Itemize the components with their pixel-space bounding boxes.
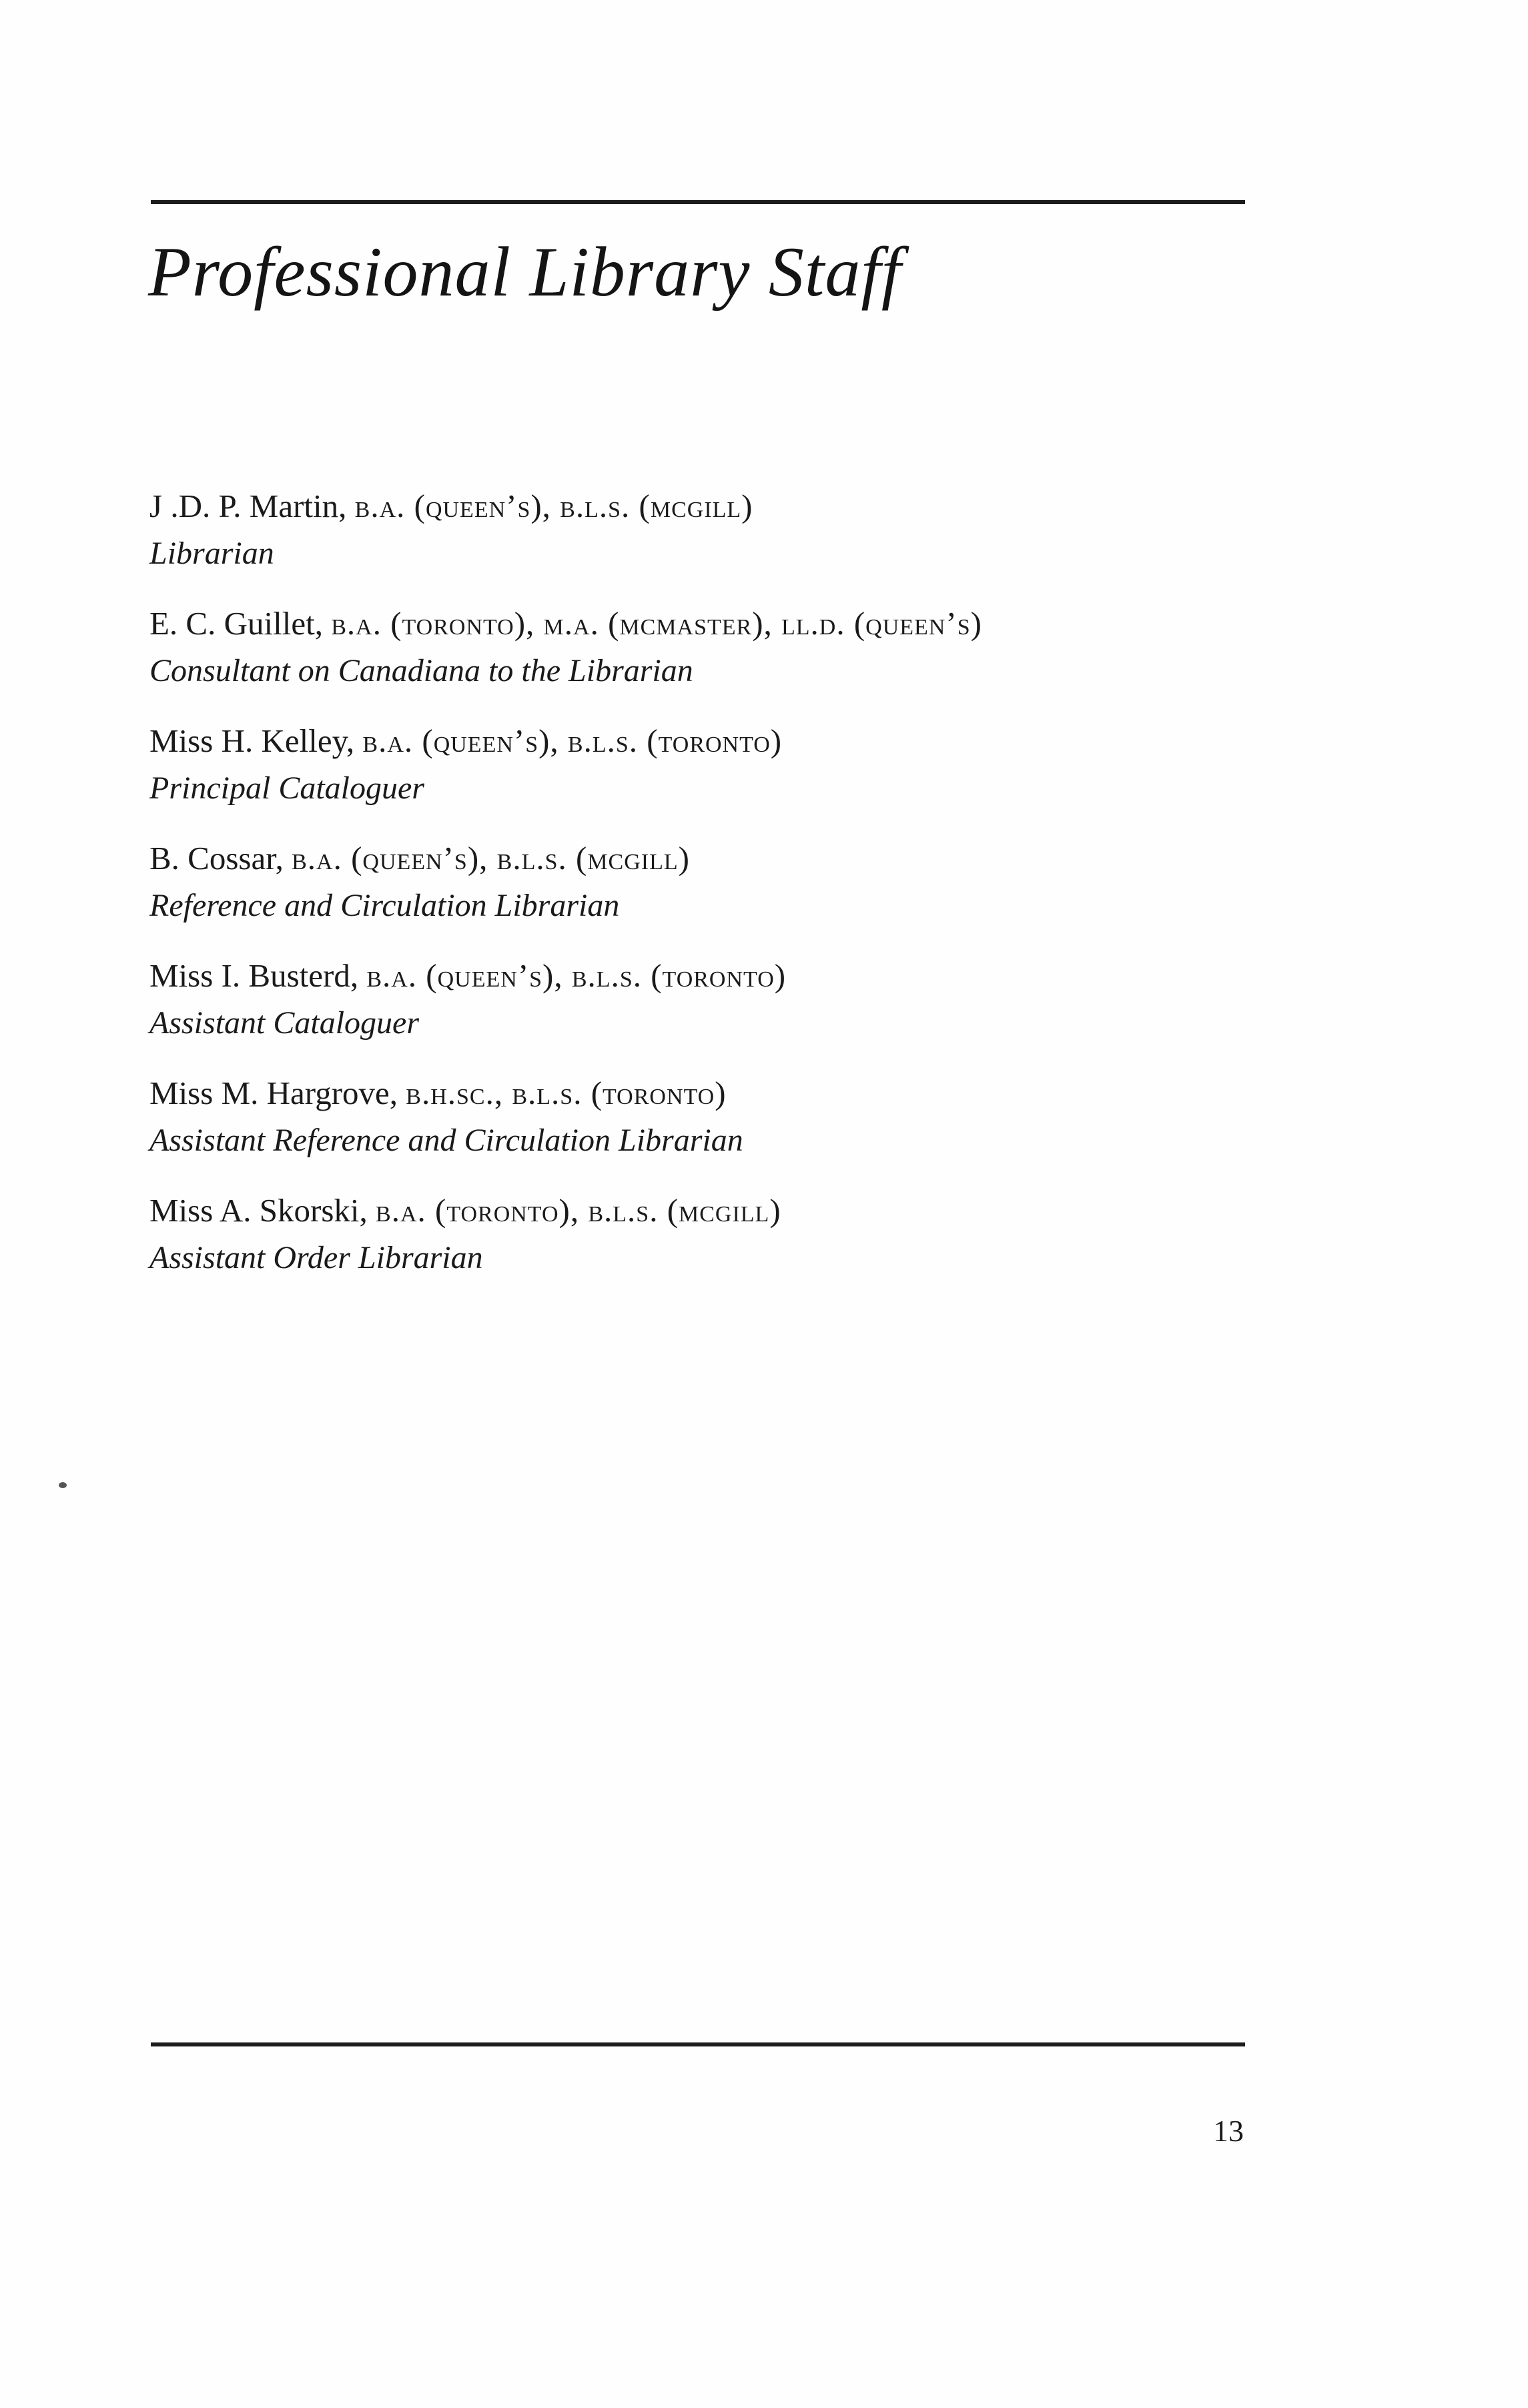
staff-role: Consultant on Canadiana to the Librarian bbox=[149, 652, 693, 688]
staff-role: Assistant Order Librarian bbox=[149, 1239, 483, 1275]
staff-name-line bbox=[149, 1191, 1217, 1231]
staff-name: Miss I. Busterd, bbox=[149, 957, 359, 994]
staff-name: E. C. Guillet, bbox=[149, 605, 323, 642]
staff-name-line bbox=[149, 839, 1217, 878]
staff-credentials: b.a. (toronto), m.a. (mcmaster), ll.d. (queen’s) bbox=[331, 605, 982, 642]
ink-speck bbox=[59, 1482, 67, 1488]
page-title: Professional Library Staff bbox=[148, 233, 902, 311]
staff-list bbox=[149, 487, 1217, 1309]
staff-name: J .D. P. Martin, bbox=[149, 488, 347, 524]
staff-name-line bbox=[149, 1074, 1217, 1113]
staff-role: Principal Cataloguer bbox=[149, 770, 424, 806]
staff-name-line bbox=[149, 604, 1217, 644]
staff-entry bbox=[149, 487, 1217, 604]
top-rule bbox=[151, 200, 1245, 204]
staff-entry bbox=[149, 1074, 1217, 1191]
staff-credentials: b.a. (toronto), b.l.s. (mcgill) bbox=[376, 1192, 781, 1229]
staff-credentials: b.a. (queen’s), b.l.s. (toronto) bbox=[362, 722, 783, 759]
staff-credentials: b.h.sc., b.l.s. (toronto) bbox=[406, 1075, 727, 1111]
staff-name-line bbox=[149, 722, 1217, 761]
staff-role: Assistant Reference and Circulation Librarian bbox=[149, 1122, 743, 1158]
staff-entry bbox=[149, 722, 1217, 839]
staff-name: Miss M. Hargrove, bbox=[149, 1075, 398, 1111]
staff-name-line bbox=[149, 957, 1217, 996]
staff-entry bbox=[149, 1191, 1217, 1309]
staff-credentials: b.a. (queen’s), b.l.s. (toronto) bbox=[366, 957, 787, 994]
staff-role: Librarian bbox=[149, 535, 274, 571]
page-number: 13 bbox=[1213, 2114, 1244, 2148]
staff-name-line bbox=[149, 487, 1217, 526]
staff-credentials: b.a. (queen’s), b.l.s. (mcgill) bbox=[354, 488, 753, 524]
staff-credentials: b.a. (queen’s), b.l.s. (mcgill) bbox=[292, 840, 690, 876]
staff-entry bbox=[149, 957, 1217, 1074]
staff-entry bbox=[149, 604, 1217, 722]
staff-role: Reference and Circulation Librarian bbox=[149, 887, 620, 923]
staff-name: B. Cossar, bbox=[149, 840, 284, 876]
staff-entry bbox=[149, 839, 1217, 957]
bottom-rule bbox=[151, 2042, 1245, 2046]
staff-name: Miss H. Kelley, bbox=[149, 722, 355, 759]
staff-role: Assistant Cataloguer bbox=[149, 1005, 420, 1041]
staff-name: Miss A. Skorski, bbox=[149, 1192, 368, 1229]
